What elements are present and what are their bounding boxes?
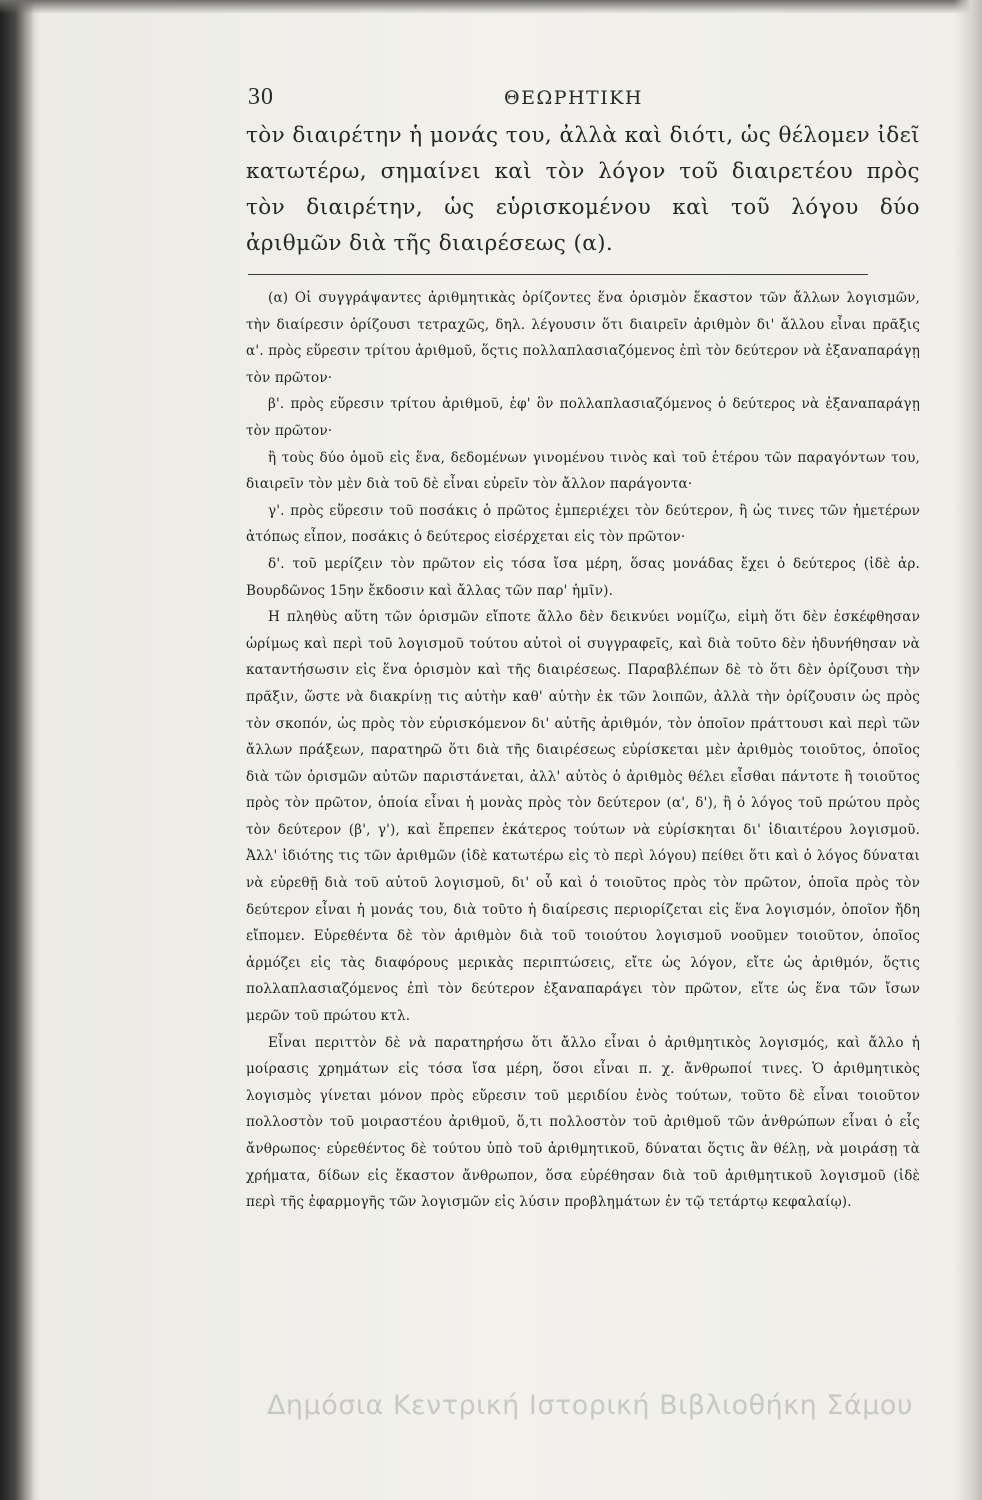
library-watermark: Δημόσια Κεντρική Ιστορική Βιβλιοθήκη Σάμου [266, 1390, 914, 1421]
footnote-paragraph: Εἶναι περιττὸν δὲ νὰ παρατηρήσω ὅτι ἄλλο εἶναι ὁ ἀριθμητικὸς λογισμός, καὶ ἄλλο ἡ μοίρασις χρημάτων εἰς τόσα ἴσα μέρη, ὅσοι εἶναι π. χ. ἄνθρωποί τινες. Ὁ ἀριθμητικὸς λογισμὸς γίνεται μόνον πρὸς εὕρεσιν τοῦ μεριδίου ἑνὸς τούτων, τοῦτο δὲ εἶναι τοιοῦτον πολλοστὸν τοῦ μοιραστέου ἀριθμοῦ, ὅ,τι πολλοστὸν τοῦ ἀριθμοῦ τῶν ἀνθρώπων εἶναι ὁ εἷς ἄνθρωπος· εὑρεθέντος δὲ τούτου ὑπὸ τοῦ ἀριθμητικοῦ, δύναται ὅςτις ἂν θέλῃ, νὰ μοιράσῃ τὰ χρήματα, δίδων εἰς ἕκαστον ἄνθρωπον, ὅσα εὑρέθησαν διὰ τοῦ ἀριθμητικοῦ λογισμοῦ (ἰδὲ περὶ τῆς ἐφαρμογῆς τῶν λογισμῶν εἰς λύσιν προβλημάτων ἐν τῷ τετάρτῳ κεφαλαίῳ). [246, 1034, 920, 1211]
main-paragraph: τὸν διαιρέτην ἡ μονάς του, ἀλλὰ καὶ διότι, ὡς θέλομεν ἰδεῖ κατωτέρω, σημαίνει καὶ τὸν λόγον τοῦ διαιρετέου πρὸς τὸν διαιρέτην, ὡς εὑρισκομένου καὶ τοῦ λόγου δύο ἀριθμῶν διὰ τῆς διαιρέσεως (α). [246, 123, 920, 256]
footnote-paragraph: Η πληθὺς αὕτη τῶν ὁρισμῶν εἴποτε ἄλλο δὲν δεικνύει νομίζω, εἰμὴ ὅτι δὲν ἐσκέφθησαν ὡρίμως καὶ περὶ τοῦ λογισμοῦ τούτου αὐτοὶ οἱ συγγραφεῖς, καὶ διὰ τοῦτο δὲν ἠδυνήθησαν νὰ καταντήσωσιν εἰς ἕνα ὁρισμὸν καὶ τῆς διαιρέσεως. Παραβλέπων δὲ τὸ ὅτι δὲν ὁρίζουσι τὴν πρᾶξιν, ὥστε νὰ διακρίνῃ τις αὐτὴν καθ' αὑτὴν ἐκ τῶν λοιπῶν, ἀλλὰ τὴν ὁρίζουσιν ὡς πρὸς τὸν σκοπόν, ὡς πρὸς τὸν εὑρισκόμενον δι' αὐτῆς ἀριθμόν, τὸν ὁποῖον πράττουσι καὶ περὶ τῶν ἄλλων πράξεων, παρατηρῶ ὅτι διὰ τῆς διαιρέσεως εὑρίσκεται μὲν ἀριθμὸς τοιοῦτος, ὁποῖος διὰ τῶν ὁρισμῶν αὐτῶν παριστάνεται, ἀλλ' αὐτὸς ὁ ἀριθμὸς θέλει εἶσθαι πάντοτε ἢ τοιοῦτος πρὸς τὸν πρῶτον, ὁποία εἶναι ἡ μονὰς πρὸς τὸν δεύτερον (α', δ'), ἢ ὁ λόγος τοῦ πρώτου πρὸς τὸν δεύτερον (β', γ'), καὶ ἔπρεπεν ἑκάτερος τούτων νὰ εὑρίσκηται δι' ἰδιαιτέρου λογισμοῦ. Ἀλλ' ἰδιότης τις τῶν ἀριθμῶν (ἰδὲ κατωτέρω εἰς τὸ περὶ λόγου) πείθει ὅτι καὶ ὁ λόγος δύναται νὰ εὑρεθῇ διὰ τοῦ αὐτοῦ λογισμοῦ, δι' οὗ καὶ ὁ τοιοῦτος πρὸς τὸν πρῶτον, ὁποῖα πρὸς τὸν δεύτερον εἶναι ἡ μονάς του, διὰ τοῦτο ἡ διαίρεσις περιορίζεται εἰς ἕνα λογισμόν, ὁποῖον ἤδη εἴπομεν. Εὑρεθέντα δὲ τὸν ἀριθμὸν διὰ τοῦ τοιούτου λογισμοῦ νοοῦμεν τοιοῦτον, ὁποῖος ἁρμόζει εἰς τὰς διαφόρους μερικὰς περιπτώσεις, εἴτε ὡς λόγον, εἴτε ὡς ἀριθμόν, ὅςτις πολλαπλασιαζόμενος ἐπὶ τὸν δεύτερον ἐξαναπαράγει τὸν πρῶτον, εἴτε ὡς ἕνα τῶν ἴσων μερῶν τοῦ πρώτου κτλ. [246, 609, 920, 1025]
page-header [246, 84, 920, 118]
running-head: ΘΕΩΡΗΤΙΚΗ [504, 87, 643, 109]
footnote-paragraph: β'. πρὸς εὕρεσιν τρίτου ἀριθμοῦ, ἐφ' ὃν πολλαπλασιαζόμενος ὁ δεύτερος νὰ ἐξαναπαράγῃ τὸν πρῶτον· [246, 396, 920, 439]
footnote-paragraph: δ'. τοῦ μερίζειν τὸν πρῶτον εἰς τόσα ἴσα μέρη, ὅσας μονάδας ἔχει ὁ δεύτερος (ἰδὲ ἀρ. Βουρδῶνος 15ην ἔκδοσιν καὶ ἄλλας τῶν παρ' ἡμῖν). [246, 555, 920, 599]
footnote-paragraph: (α) Οἱ συγγράψαντες ἀριθμητικὰς ὁρίζοντες ἕνα ὁρισμὸν ἕκαστον τῶν ἄλλων λογισμῶν, τὴν διαίρεσιν ὁρίζουσι τετραχῶς, δηλ. λέγουσιν ὅτι διαιρεῖν ἀριθμὸν δι' ἄλλου εἶναι πρᾶξις α'. πρὸς εὕρεσιν τρίτου ἀριθμοῦ, ὅςτις πολλαπλασιαζόμενος ἐπὶ τὸν δεύτερον νὰ ἐξαναπαράγῃ τὸν πρῶτον· [246, 290, 920, 386]
footnote-paragraph: γ'. πρὸς εὕρεσιν τοῦ ποσάκις ὁ πρῶτος ἐμπεριέχει τὸν δεύτερον, ἢ ὡς τινες τῶν ἡμετέρων ἀτόπως εἶπον, ποσάκις ὁ δεύτερος εἰσέρχεται εἰς τὸν πρῶτον· [246, 502, 920, 546]
right-edge-shadow [954, 0, 982, 1500]
footnote-paragraph: ἢ τοὺς δύο ὁμοῦ εἰς ἕνα, δεδομένων γινομένου τινὸς καὶ τοῦ ἑτέρου τῶν παραγόντων του, διαιρεῖν τὸν μὲν διὰ τοῦ δὲ εἶναι εὑρεῖν τὸν ἄλλον παράγοντα· [246, 449, 920, 493]
footnotes [246, 285, 920, 1216]
top-edge-shadow [0, 0, 982, 14]
page-number: 30 [248, 84, 274, 110]
page-content [246, 84, 920, 1216]
footnote-rule [248, 274, 868, 275]
binding-shadow [0, 0, 34, 1500]
